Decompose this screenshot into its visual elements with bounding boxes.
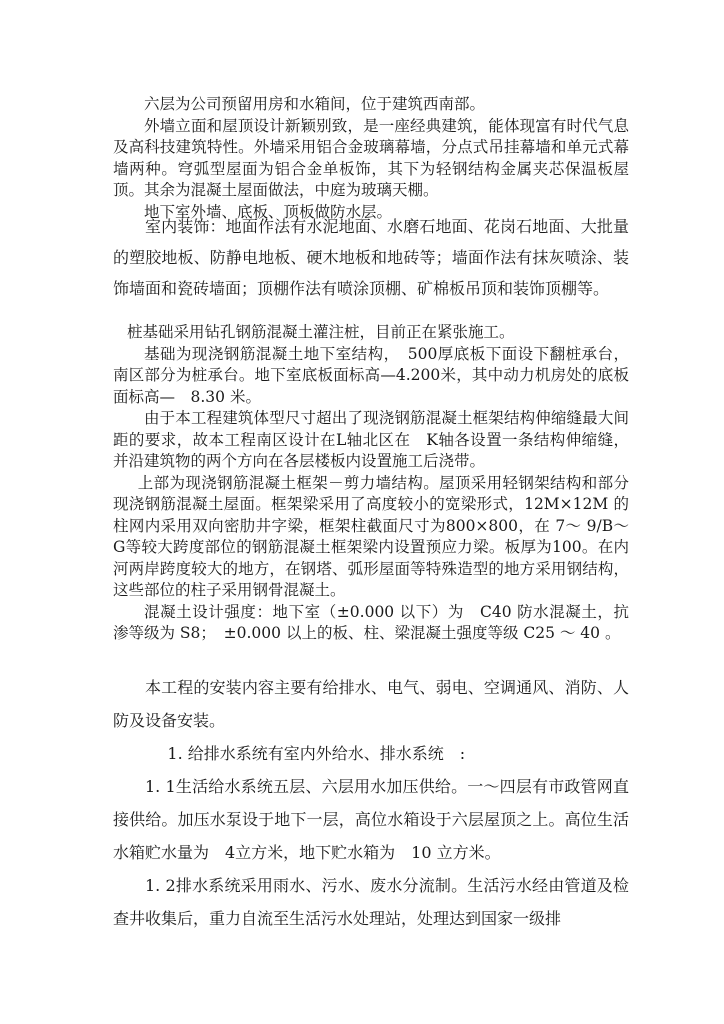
paragraph: 室内装饰：地面作法有水泥地面、水磨石地面、花岗石地面、大批量的塑胶地板、防静电地板、硬木地板和地砖等；墙面作法有抹灰喷涂、装饰墙面和瓷砖墙面；顶棚作法有喷涂顶棚、矿棉板吊顶和装饰顶棚等。 — [113, 217, 629, 298]
paragraph: 基础为现浇钢筋混凝土地下室结构， 500厚底板下面设下翻桩承台，南区部分为桩承台。地下室底板面标高—4.200米，其中动力机房处的底板面标高— 8.30 米。 — [113, 344, 629, 406]
paragraph: 1. 1生活给水系统五层、六层用水加压供给。一～四层有市政管网直接供给。加压水泵设于地下一层，高位水箱设于六层屋顶之上。高位生活水箱贮水量为 4立方米，地下贮水箱为 10 立方米。 — [113, 777, 629, 862]
section-building-overview — [113, 94, 629, 223]
paragraph: 由于本工程建筑体型尺寸超出了现浇钢筋混凝土框架结构伸缩缝最大间距的要求，故本工程南区设计在L轴北区在 K轴各设置一条结构伸缩缝，并沿建筑物的两个方向在各层楼板内设置施工后浇带。 — [113, 409, 629, 470]
paragraph: 1. 2排水系统采用雨水、污水、废水分流制。生活污水经由管道及检查井收集后，重力自流至生活污水处理站，处理达到国家一级排 — [113, 876, 629, 928]
paragraph: 混凝土设计强度：地下室（±0.000 以下）为 C40 防水混凝土，抗渗等级为 S8； ±0.000 以上的板、柱、梁混凝土强度等级 C25 ～ 40 。 — [113, 602, 629, 642]
paragraph: 桩基础采用钻孔钢筋混凝土灌注桩，目前正在紧张施工。 — [126, 323, 515, 341]
paragraph: 地下室外墙、底板、顶板做防水层。 — [144, 202, 393, 221]
section-interior-decoration — [113, 211, 629, 304]
paragraph: 外墙立面和屋顶设计新颖别致，是一座经典建筑，能体现富有时代气息及高科技建筑特性。外墙采用铝合金玻璃幕墙，分点式吊挂幕墙和单元式幕墙两种。穹弧型屋面为铝合金单板饰，其下为轻钢结构金属夹芯保温板屋顶。其余为混凝土屋面做法，中庭为玻璃天棚。 — [113, 116, 629, 199]
section-installation — [113, 671, 629, 935]
section-structure — [113, 322, 629, 645]
paragraph: 六层为公司预留用房和水箱间，位于建筑西南部。 — [144, 95, 486, 113]
paragraph: 上部为现浇钢筋混凝土框架－剪力墙结构。屋顶采用轻钢架结构和部分现浇钢筋混凝土屋面。框架梁采用了高度较小的宽梁形式，12M×12M 的柱网内采用双向密肋井字梁，框架柱截面尺寸为800×800，在 7～ 9/B～ G等较大跨度部位的钢筋混凝土框架梁内设置预应力梁。板厚为100。在内河两岸跨度较大的地方，在钢塔、弧形屋面等特殊造型的地方采用钢结构，这些部位的柱子采用钢骨混凝土。 — [113, 473, 629, 599]
paragraph: 本工程的安装内容主要有给排水、电气、弱电、空调通风、消防、人防及设备安装。 — [113, 678, 629, 730]
paragraph: 1. 给排水系统有室内外给水、排水系统 : — [167, 744, 466, 763]
